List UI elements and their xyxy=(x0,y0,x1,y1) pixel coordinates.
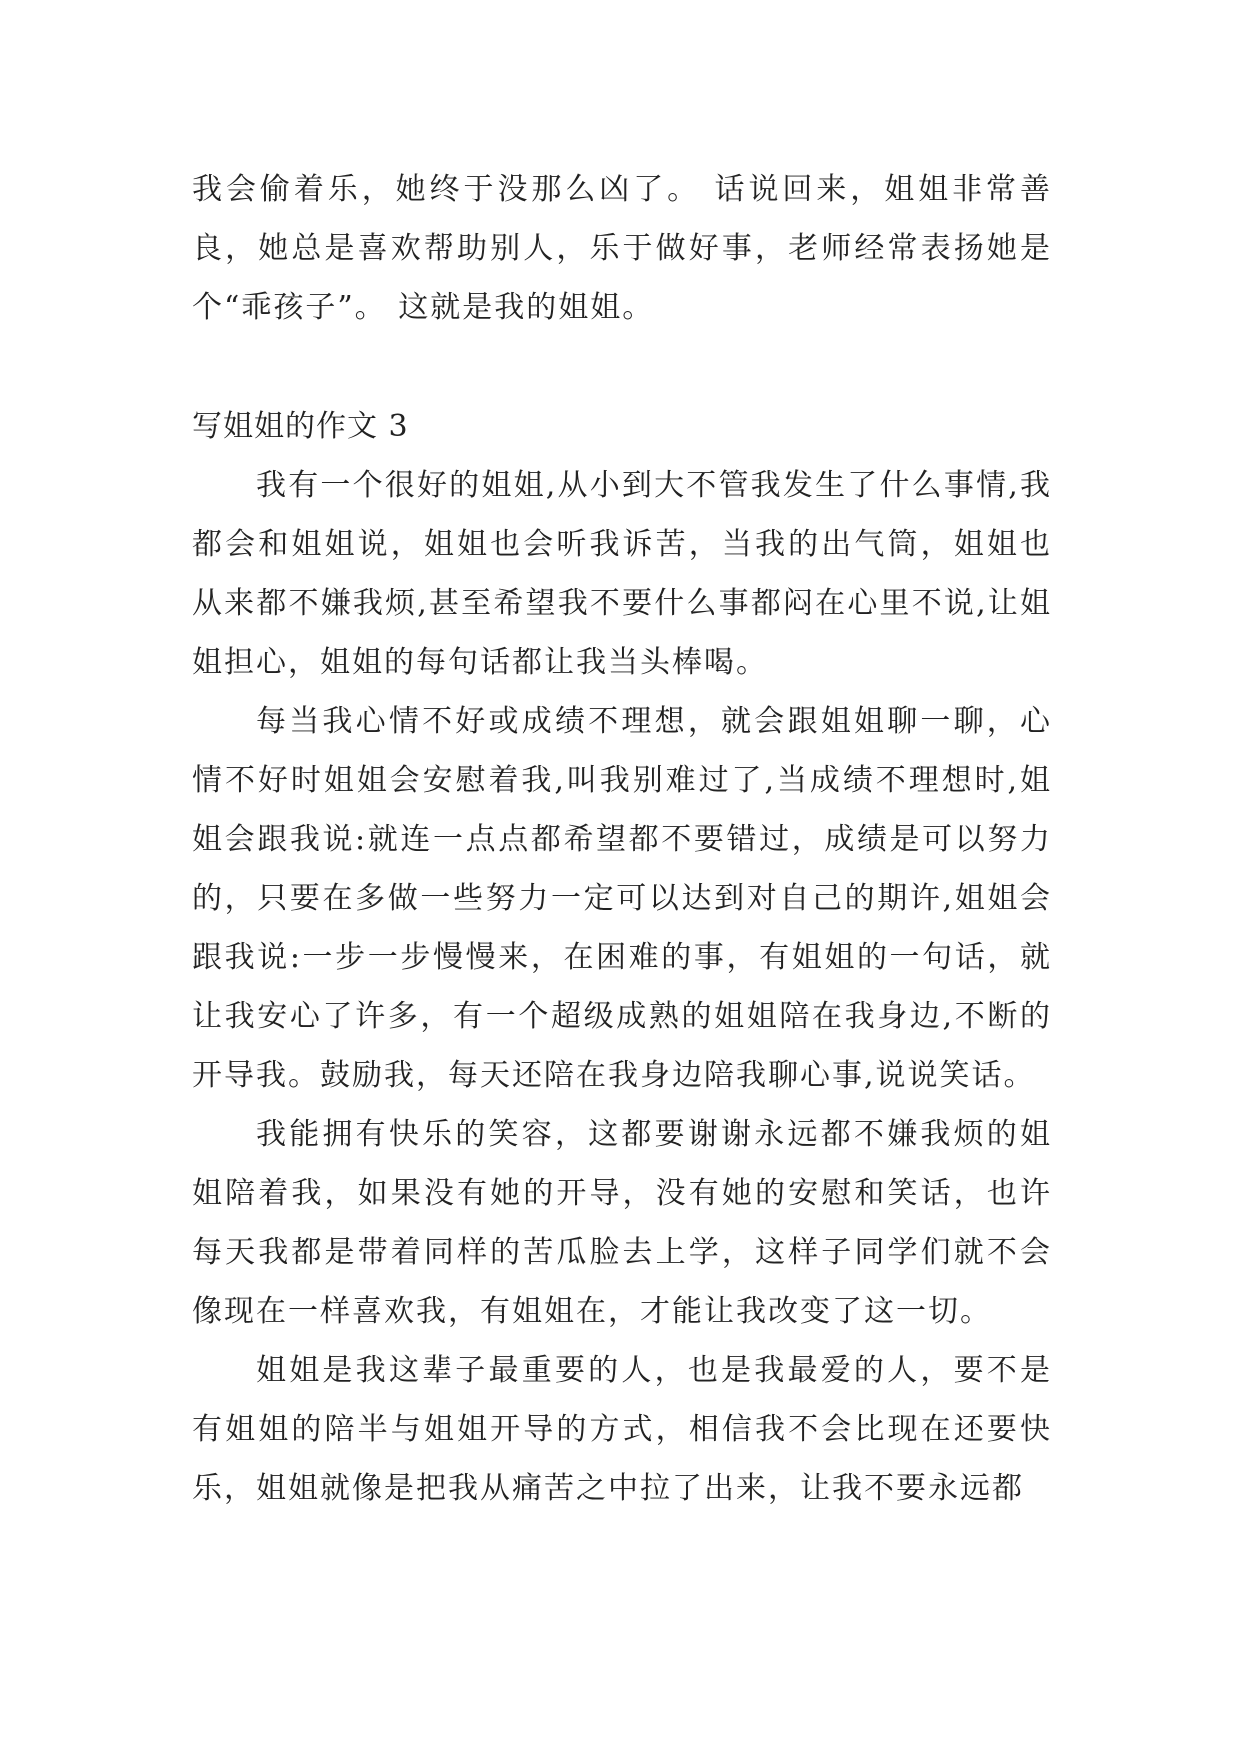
paragraph-4: 姐姐是我这辈子最重要的人，也是我最爱的人，要不是有姐姐的陪半与姐姐开导的方式，相信我不会比现在还要快乐，姐姐就像是把我从痛苦之中拉了出来，让我不要永远都 xyxy=(192,1353,1052,1506)
paragraph-2: 每当我心情不好或成绩不理想，就会跟姐姐聊一聊，心情不好时姐姐会安慰着我,叫我别难过了,当成绩不理想时,姐姐会跟我说:就连一点点都希望都不要错过，成绩是可以努力的，只要在多做一些努力一定可以达到对自己的期许,姐姐会跟我说:一步一步慢慢来，在困难的事，有姐姐的一句话，就让我安心了许多，有一个超级成熟的姐姐陪在我身边,不断的开导我。鼓励我，每天还陪在我身边陪我聊心事,说说笑话。 xyxy=(192,704,1052,1093)
document-body xyxy=(192,160,1052,1518)
paragraph-continued: 我会偷着乐，她终于没那么凶了。 话说回来，姐姐非常善良，她总是喜欢帮助别人，乐于做好事，老师经常表扬她是个“乖孩子”。 这就是我的姐姐。 xyxy=(192,172,1052,325)
section-title: 写姐姐的作文 3 xyxy=(192,409,409,444)
paragraph-3: 我能拥有快乐的笑容，这都要谢谢永远都不嫌我烦的姐姐陪着我，如果没有她的开导，没有她的安慰和笑话，也许每天我都是带着同样的苦瓜脸去上学，这样子同学们就不会像现在一样喜欢我，有姐姐在，才能让我改变了这一切。 xyxy=(192,1117,1052,1329)
paragraph-1: 我有一个很好的姐姐,从小到大不管我发生了什么事情,我都会和姐姐说，姐姐也会听我诉苦，当我的出气筒，姐姐也从来都不嫌我烦,甚至希望我不要什么事都闷在心里不说,让姐姐担心，姐姐的每句话都让我当头棒喝。 xyxy=(192,468,1052,680)
